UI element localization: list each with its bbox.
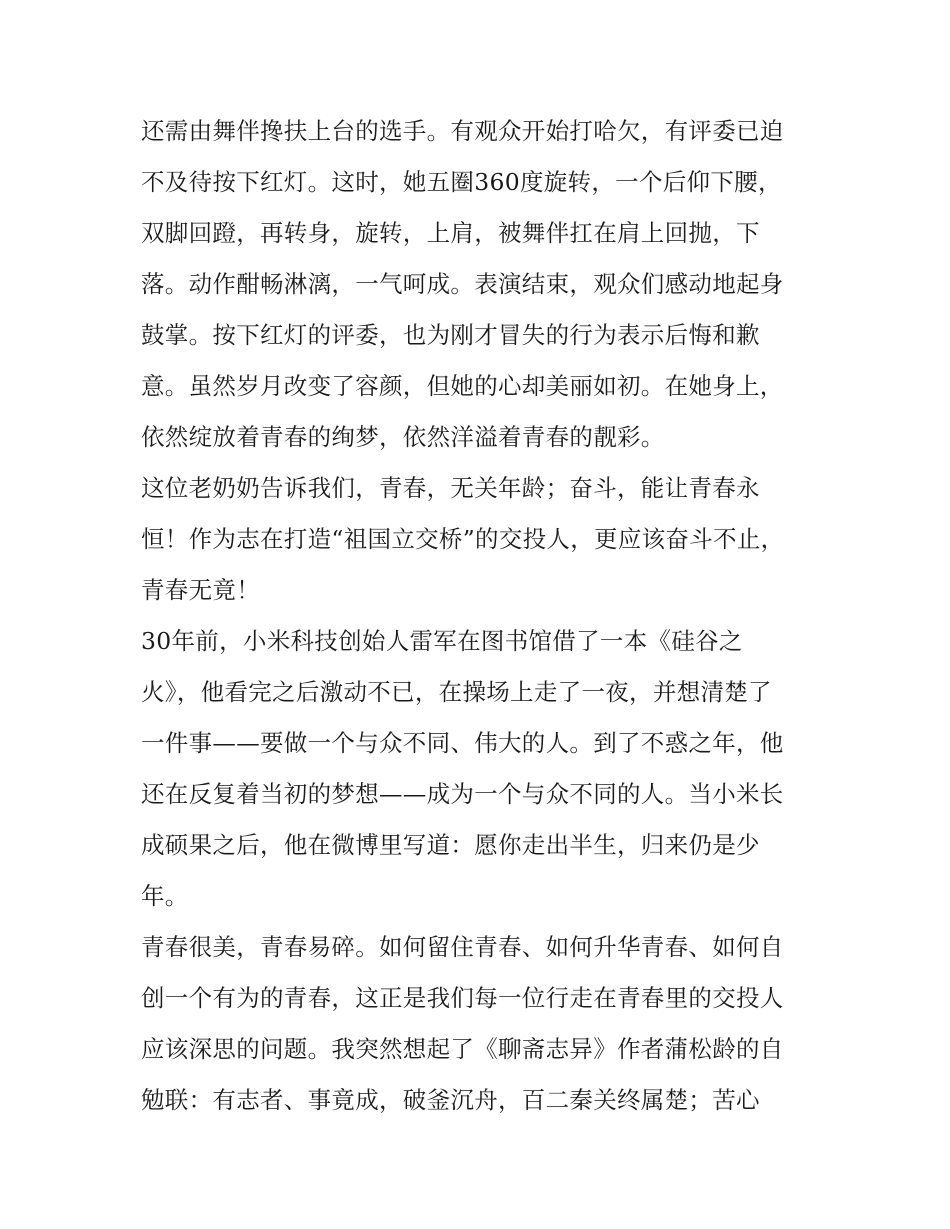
text-line: 勉联：有志者、事竟成，破釜沉舟，百二秦关终属楚；苦心 — [141, 1086, 760, 1114]
text-line: 还需由舞伴搀扶上台的选手。有观众开始打哈欠，有评委已迫 — [141, 117, 784, 145]
text-line: 创一个有为的青春，这正是我们每一位行走在青春里的交投人 — [141, 984, 784, 1012]
text-line: 落。动作酣畅淋漓，一气呵成。表演结束，观众们感动地起身 — [141, 270, 784, 298]
text-line: 恒！作为志在打造“祖国立交桥”的交投人，更应该奋斗不止， — [141, 525, 785, 553]
text-line: 依然绽放着青春的绚梦，依然洋溢着青春的靓彩。 — [141, 423, 665, 451]
document-body — [141, 106, 821, 1126]
text-line: 青春无竟！ — [141, 576, 260, 604]
text-line: 还在反复着当初的梦想——成为一个与众不同的人。当小米长 — [141, 780, 784, 808]
text-line: 年。 — [141, 882, 189, 910]
text-line: 意。虽然岁月改变了容颜，但她的心却美丽如初。在她身上， — [141, 372, 784, 400]
text-line: 成硕果之后，他在微博里写道：愿你走出半生，归来仍是少 — [141, 831, 760, 859]
text-line: 应该深思的问题。我突然想起了《聊斋志异》作者蒲松龄的自 — [141, 1035, 784, 1063]
text-line: 青春很美，青春易碎。如何留住青春、如何升华青春、如何自 — [141, 933, 784, 961]
text-line: 火》，他看完之后激动不已，在操场上走了一夜，并想清楚了 — [141, 678, 772, 706]
text-line: 30年前，小米科技创始人雷军在图书馆借了一本《硅谷之 — [141, 627, 743, 655]
text-line: 双脚回蹬，再转身，旋转，上肩，被舞伴扛在肩上回抛，下 — [141, 219, 760, 247]
text-line: 不及待按下红灯。这时，她五圈360度旋转，一个后仰下腰， — [141, 168, 782, 196]
text-line: 鼓掌。按下红灯的评委，也为刚才冒失的行为表示后悔和歉 — [141, 321, 760, 349]
text-line: 这位老奶奶告诉我们，青春，无关年龄；奋斗，能让青春永 — [141, 474, 760, 502]
text-line: 一件事——要做一个与众不同、伟大的人。到了不惑之年，他 — [141, 729, 784, 757]
